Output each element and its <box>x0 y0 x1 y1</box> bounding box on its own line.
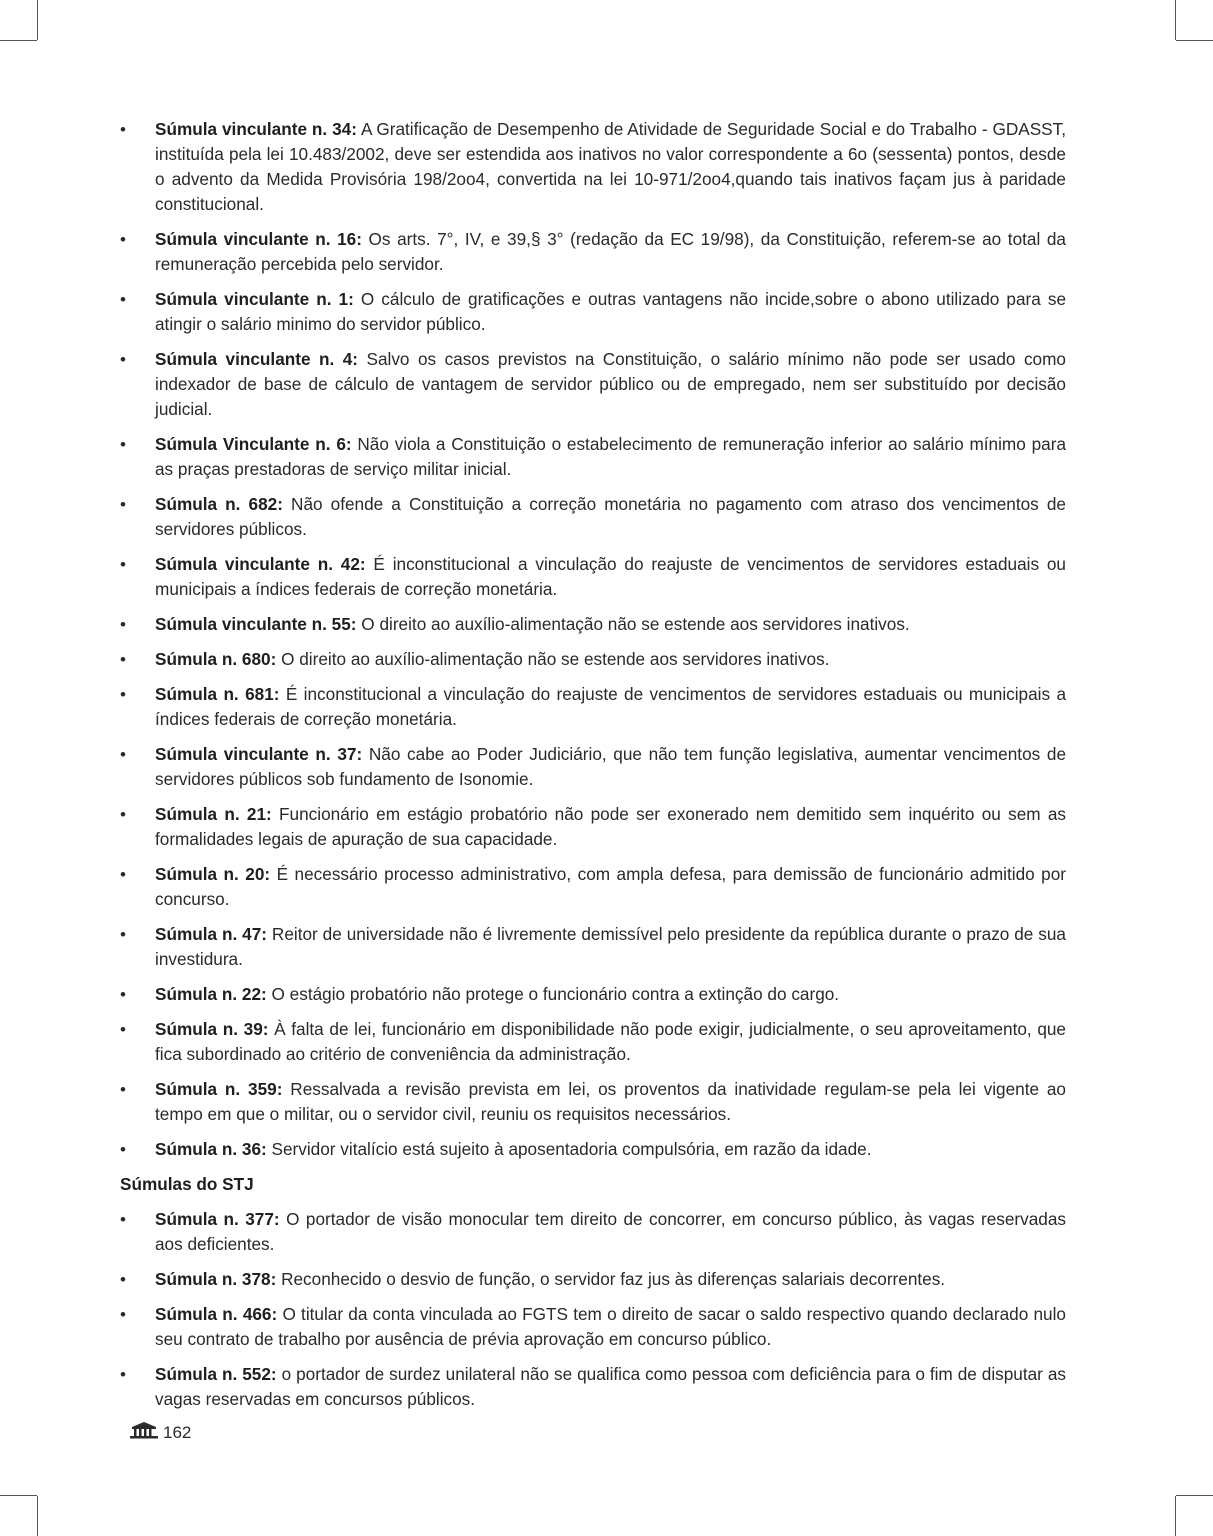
sumulas-list <box>120 117 1066 1162</box>
sumula-item <box>120 742 1066 792</box>
bullet-icon: • <box>120 1020 126 1039</box>
sumula-label: Súmula n. 378: <box>155 1269 277 1289</box>
sumula-text: Reitor de universidade não é livremente demissível pelo presidente da república durante o prazo de sua investidura. <box>155 924 1066 969</box>
sumula-label: Súmula Vinculante n. 6: <box>155 434 352 454</box>
crop-mark <box>1175 0 1176 40</box>
sumula-label: Súmula n. 36: <box>155 1139 267 1159</box>
sumula-item <box>120 227 1066 277</box>
crop-mark <box>1176 1495 1213 1496</box>
bullet-icon: • <box>120 615 126 634</box>
sumula-label: Súmula vinculante n. 37: <box>155 744 363 764</box>
sumula-item <box>120 647 1066 672</box>
sumula-label: Súmula n. 20: <box>155 864 271 884</box>
sumula-label: Súmula vinculante n. 1: <box>155 289 354 309</box>
sumula-item <box>120 612 1066 637</box>
sumula-item <box>120 552 1066 602</box>
bullet-icon: • <box>120 230 126 249</box>
sumula-item <box>120 1302 1066 1352</box>
sumulas-stj-list <box>120 1207 1066 1412</box>
sumula-label: Súmula vinculante n. 16: <box>155 229 362 249</box>
sumula-text: É inconstitucional a vinculação do reajuste de vencimentos de servidores estaduais ou municipais a índices federais de correção monetária. <box>155 684 1066 729</box>
sumula-item <box>120 1137 1066 1162</box>
bullet-icon: • <box>120 745 126 764</box>
sumula-label: Súmula n. 466: <box>155 1304 278 1324</box>
section-heading: Súmulas do STJ <box>120 1174 254 1194</box>
sumula-label: Súmula n. 682: <box>155 494 283 514</box>
sumula-item <box>120 1362 1066 1412</box>
crop-mark <box>0 40 37 41</box>
sumula-label: Súmula n. 21: <box>155 804 272 824</box>
sumula-item <box>120 922 1066 972</box>
bullet-icon: • <box>120 435 126 454</box>
sumula-label: Súmula vinculante n. 42: <box>155 554 366 574</box>
sumula-item <box>120 432 1066 482</box>
bullet-icon: • <box>120 650 126 669</box>
bullet-icon: • <box>120 865 126 884</box>
crop-mark <box>37 0 38 40</box>
sumula-item <box>120 1267 1066 1292</box>
sumula-text: Funcionário em estágio probatório não pode ser exonerado nem demitido sem inquérito ou sem as formalidades legais de apuração de sua capacidade. <box>155 804 1067 849</box>
sumula-item <box>120 347 1066 422</box>
crop-mark <box>1175 1496 1176 1536</box>
sumula-label: Súmula n. 681: <box>155 684 280 704</box>
bullet-icon: • <box>120 495 126 514</box>
page-content <box>120 117 1066 1422</box>
sumula-item <box>120 982 1066 1007</box>
sumula-item <box>120 492 1066 542</box>
sumula-label: Súmula n. 680: <box>155 649 277 669</box>
sumula-label: Súmula vinculante n. 55: <box>155 614 357 634</box>
sumula-label: Súmula n. 39: <box>155 1019 269 1039</box>
sumula-item <box>120 1077 1066 1127</box>
sumula-label: Súmula n. 22: <box>155 984 267 1004</box>
sumula-text: O portador de visão monocular tem direito de concorrer, em concurso público, às vagas reservadas aos deficientes. <box>155 1209 1066 1254</box>
bullet-icon: • <box>120 805 126 824</box>
sumula-text: O cálculo de gratificações e outras vantagens não incide,sobre o abono utilizado para se atingir o salário minimo do servidor público. <box>155 289 1067 334</box>
sumula-item <box>120 1017 1066 1067</box>
sumula-item <box>120 682 1066 732</box>
bullet-icon: • <box>120 985 126 1004</box>
sumula-text: O titular da conta vinculada ao FGTS tem o direito de sacar o saldo respectivo quando declarado nulo seu contrato de trabalho por ausência de prévia aprovação em concurso público. <box>155 1304 1066 1349</box>
bullet-icon: • <box>120 120 126 139</box>
sumula-label: Súmula vinculante n. 34: <box>155 119 357 139</box>
sumula-text: O direito ao auxílio-alimentação não se estende aos servidores inativos. <box>276 649 830 669</box>
courthouse-icon <box>129 1421 159 1444</box>
sumula-text: É necessário processo administrativo, com ampla defesa, para demissão de funcionário admitido por concurso. <box>155 864 1066 909</box>
sumula-text: É inconstitucional a vinculação do reajuste de vencimentos de servidores estaduais ou municipais a índices federais de correção monetária. <box>155 554 1066 599</box>
sumula-text: A Gratificação de Desempenho de Atividade de Seguridade Social e do Trabalho - GDASST, instituída pela lei 10.483/2002, deve ser estendida aos inativos no valor correspondente a 6o (sessenta) pontos, desde o advento da Medida Provisória 198/2oo4, convertida na lei 10-971/2oo4,quando tais inativos façam jus à paridade constitucional. <box>155 119 1067 214</box>
page-footer <box>129 1421 191 1444</box>
sumula-text: Não viola a Constituição o estabelecimento de remuneração inferior ao salário mínimo para as praças prestadoras de serviço militar inicial. <box>155 434 1066 479</box>
bullet-icon: • <box>120 1210 126 1229</box>
sumula-label: Súmula n. 377: <box>155 1209 280 1229</box>
sumula-text: Não ofende a Constituição a correção monetária no pagamento com atraso dos vencimentos de servidores públicos. <box>155 494 1066 539</box>
crop-mark <box>37 1496 38 1536</box>
sumula-text: Reconhecido o desvio de função, o servidor faz jus às diferenças salariais decorrentes. <box>276 1269 946 1289</box>
sumula-label: Súmula n. 359: <box>155 1079 283 1099</box>
sumula-text: O direito ao auxílio-alimentação não se estende aos servidores inativos. <box>356 614 910 634</box>
crop-mark <box>1176 40 1213 41</box>
bullet-icon: • <box>120 555 126 574</box>
sumula-text: Não cabe ao Poder Judiciário, que não tem função legislativa, aumentar vencimentos de servidores públicos sob fundamento de Isonomie. <box>155 744 1066 789</box>
sumula-item <box>120 117 1066 217</box>
bullet-icon: • <box>120 1080 126 1099</box>
sumula-item <box>120 802 1066 852</box>
bullet-icon: • <box>120 350 126 369</box>
sumula-item <box>120 287 1066 337</box>
bullet-icon: • <box>120 925 126 944</box>
bullet-icon: • <box>120 1270 126 1289</box>
sumula-text: Ressalvada a revisão prevista em lei, os proventos da inatividade regulam-se pela lei vigente ao tempo em que o militar, ou o servidor civil, reuniu os requisitos necessários. <box>155 1079 1066 1124</box>
page-number: 162 <box>163 1422 192 1442</box>
sumula-label: Súmula n. 552: <box>155 1364 277 1384</box>
sumula-label: Súmula vinculante n. 4: <box>155 349 359 369</box>
sumula-item <box>120 1207 1066 1257</box>
bullet-icon: • <box>120 1140 126 1159</box>
sumula-text: À falta de lei, funcionário em disponibilidade não pode exigir, judicialmente, o seu aproveitamento, que fica subordinado ao critério de conveniência da administração. <box>155 1019 1066 1064</box>
crop-mark <box>0 1495 37 1496</box>
bullet-icon: • <box>120 685 126 704</box>
sumula-text: Salvo os casos previstos na Constituição, o salário mínimo não pode ser usado como indexador de base de cálculo de vantagem de servidor público ou de empregado, nem ser substituído por decisão judicial. <box>155 349 1066 419</box>
bullet-icon: • <box>120 290 126 309</box>
sumula-text: Os arts. 7°, IV, e 39,§ 3° (redação da EC 19/98), da Constituição, referem-se ao total da remuneração percebida pelo servidor. <box>155 229 1066 274</box>
bullet-icon: • <box>120 1365 126 1384</box>
sumula-item <box>120 862 1066 912</box>
sumula-text: O estágio probatório não protege o funcionário contra a extinção do cargo. <box>266 984 840 1004</box>
sumula-label: Súmula n. 47: <box>155 924 268 944</box>
sumula-text: Servidor vitalício está sujeito à aposentadoria compulsória, em razão da idade. <box>266 1139 872 1159</box>
sumula-text: o portador de surdez unilateral não se qualifica como pessoa com deficiência para o fim de disputar as vagas reservadas em concursos públicos. <box>155 1364 1067 1409</box>
bullet-icon: • <box>120 1305 126 1324</box>
